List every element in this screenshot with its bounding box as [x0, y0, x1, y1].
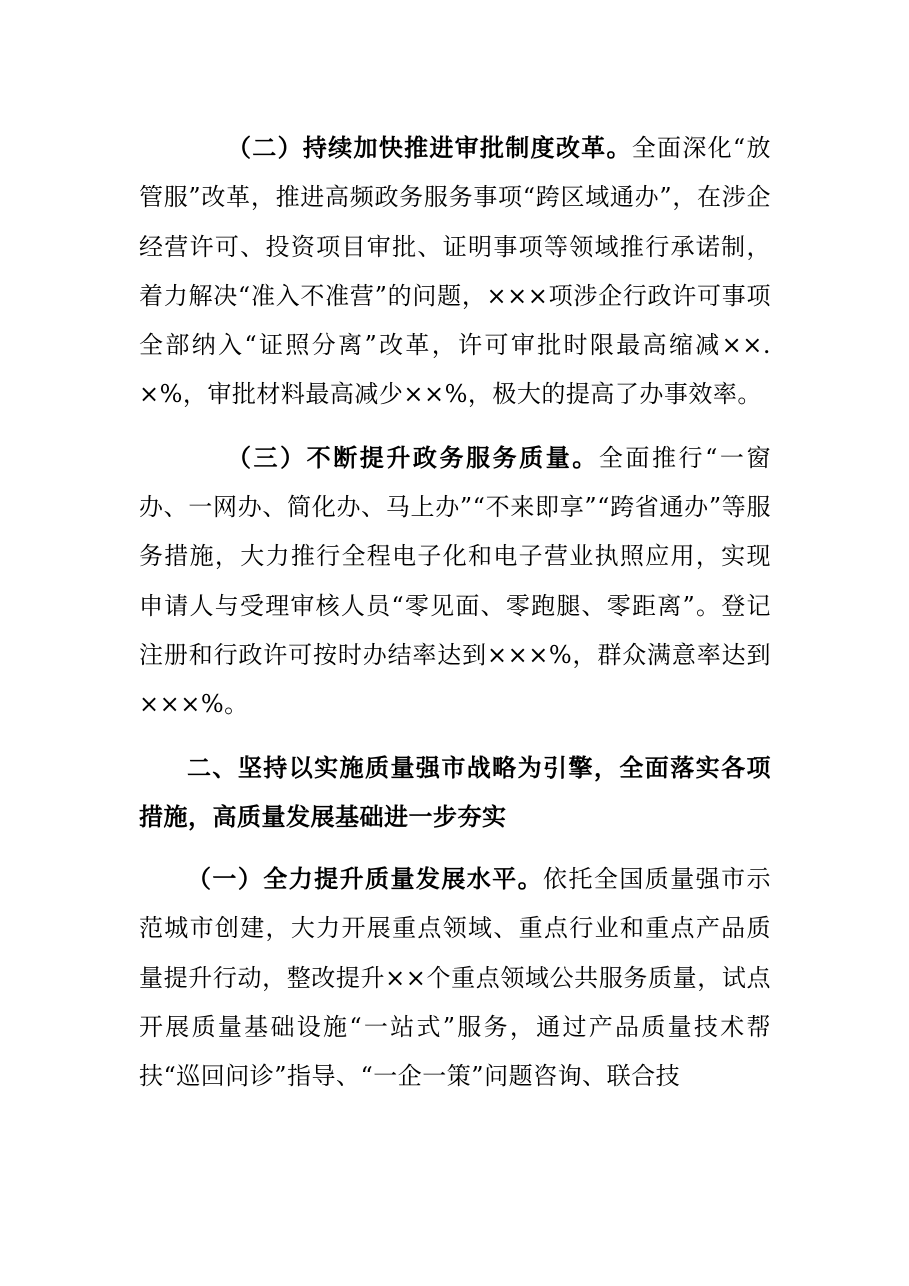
- paragraph-service-quality: [139, 433, 771, 730]
- paragraph-lead: （一）全力提升质量发展水平。: [187, 864, 544, 894]
- paragraph-body: 依托全国质量强市示范城市创建，大力开展重点领域、重点行业和重点产品质量提升行动，整改提升××个重点领域公共服务质量，试点开展质量基础设施“一站式”服务，通过产品质量技术帮扶“巡回问诊”指导、“一企一策”问题咨询、联合技: [139, 865, 772, 1091]
- document-page: [139, 123, 771, 1102]
- paragraph-lead: （二）持续加快推进审批制度改革。: [227, 133, 632, 162]
- paragraph-body: 全面推行“一窗办、一网办、简化办、马上办”“不来即享”“跨省通办”等服务措施，大力推行全程电子化和电子营业执照应用，实现申请人与受理审核人员“零见面、零跑腿、零距离”。登记注册和行政许可按时办结率达到×××%，群众满意率达到×××%。: [139, 443, 771, 719]
- paragraph-quality-development: [139, 854, 771, 1101]
- paragraph-approval-reform: [139, 123, 771, 420]
- section-heading: 二、坚持以实施质量强市战略为引擎，全面落实各项措施，高质量发展基础进一步夯实: [139, 752, 771, 831]
- paragraph-lead: （三）不断提升政务服务质量。: [227, 442, 599, 472]
- paragraph-body: 全面深化“放管服”改革，推进高频政务服务事项“跨区域通办”，在涉企经营许可、投资项目审批、证明事项等领域推行承诺制，着力解决“准入不准营”的问题，×××项涉企行政许可事项全部纳入“证照分离”改革，许可审批时限最高缩减××.×%，审批材料最高减少××%，极大的提高了办事效率。: [139, 134, 771, 409]
